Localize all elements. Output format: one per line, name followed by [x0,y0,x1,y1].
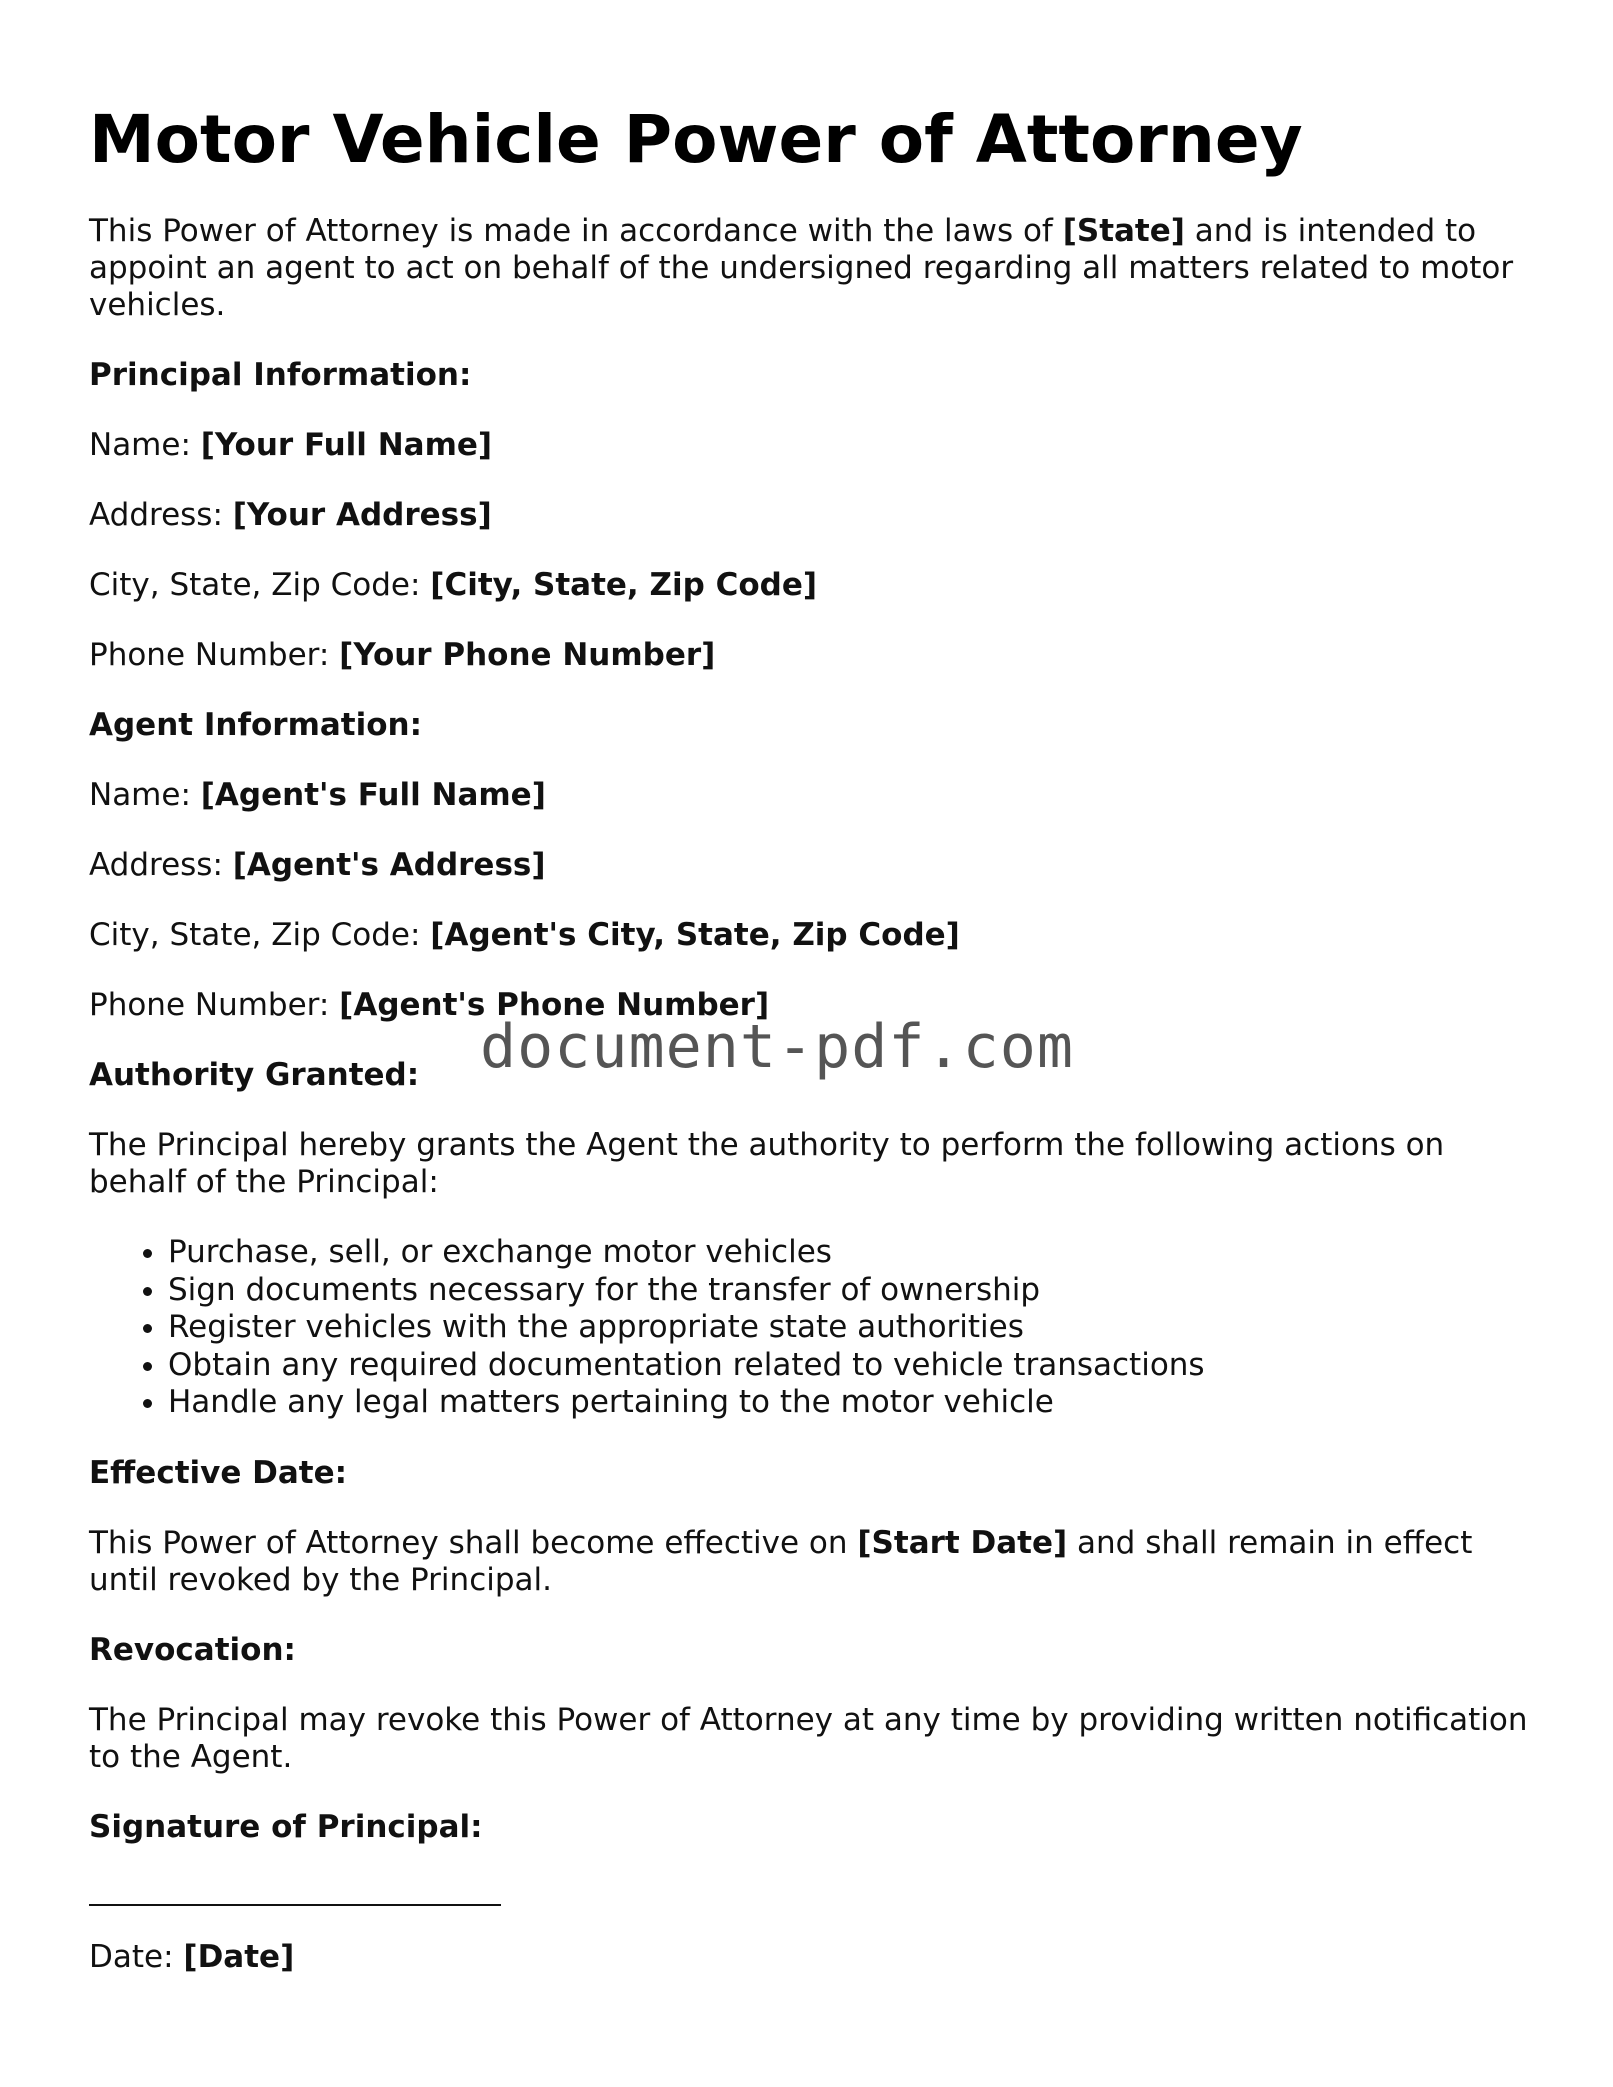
list-item: • Handle any legal matters pertaining to the motor vehicle [168,1384,1529,1422]
principal-name-line [89,427,1529,464]
agent-heading: Agent Information: [89,707,422,744]
agent-phone-label: Phone Number: [89,987,340,1024]
principal-address-value: [Your Address] [232,497,492,534]
list-item: • Obtain any required documentation related to vehicle transactions [168,1347,1529,1385]
agent-city-line [89,917,1529,954]
revocation-text: The Principal may revoke this Power of Attorney at any time by providing written notification to the Agent. [89,1701,1528,1775]
intro-text-start: This Power of Attorney is made in accordance with the laws of [89,213,1063,250]
revocation-heading: Revocation: [89,1631,296,1668]
agent-address-value: [Agent's Address] [232,847,546,884]
agent-city-value: [Agent's City, State, Zip Code] [430,917,960,954]
signature-line [89,1904,501,1906]
authority-heading: Authority Granted: [89,1057,420,1094]
signature-date-label: Date: [89,1938,184,1975]
principal-phone-value: [Your Phone Number] [339,637,716,674]
effective-date-placeholder: [Start Date] [857,1524,1068,1561]
agent-address-label: Address: [89,847,233,884]
principal-phone-line [89,637,1529,674]
list-item: • Purchase, sell, or exchange motor vehicles [168,1234,1529,1272]
agent-name-line [89,777,1529,814]
effective-text-end: and shall remain in effect until revoked by the Principal. [89,1524,1473,1598]
intro-text-end: and is intended to appoint an agent to act on behalf of the undersigned regarding all matters related to motor vehicles. [89,213,1514,324]
effective-text-start: This Power of Attorney shall become effective on [89,1524,858,1561]
principal-city-label: City, State, Zip Code: [89,567,431,604]
signature-heading: Signature of Principal: [89,1808,483,1845]
signature-date-line [89,1939,1529,1976]
watermark: document-pdf.com [480,1012,1074,1082]
agent-name-label: Name: [89,777,201,814]
intro-paragraph [89,213,1529,324]
principal-name-label: Name: [89,427,201,464]
agent-city-label: City, State, Zip Code: [89,917,431,954]
principal-heading: Principal Information: [89,357,472,394]
list-item: • Sign documents necessary for the transfer of ownership [168,1272,1529,1310]
effective-paragraph [89,1525,1529,1599]
authority-list [89,1234,1529,1422]
principal-address-line [89,497,1529,534]
principal-phone-label: Phone Number: [89,637,340,674]
authority-text: The Principal hereby grants the Agent the authority to perform the following actions on behalf of the Principal: [89,1127,1445,1201]
agent-name-value: [Agent's Full Name] [200,777,546,814]
list-item: • Register vehicles with the appropriate state authorities [168,1309,1529,1347]
effective-heading: Effective Date: [89,1454,348,1491]
signature-date-value: [Date] [183,1938,295,1975]
agent-phone-value: [Agent's Phone Number] [339,987,770,1024]
intro-state-placeholder: [State] [1062,213,1185,250]
principal-name-value: [Your Full Name] [200,427,493,464]
principal-city-line [89,567,1529,604]
agent-address-line [89,847,1529,884]
page-title: Motor Vehicle Power of Attorney [89,101,1303,178]
principal-city-value: [City, State, Zip Code] [430,567,818,604]
principal-address-label: Address: [89,497,233,534]
